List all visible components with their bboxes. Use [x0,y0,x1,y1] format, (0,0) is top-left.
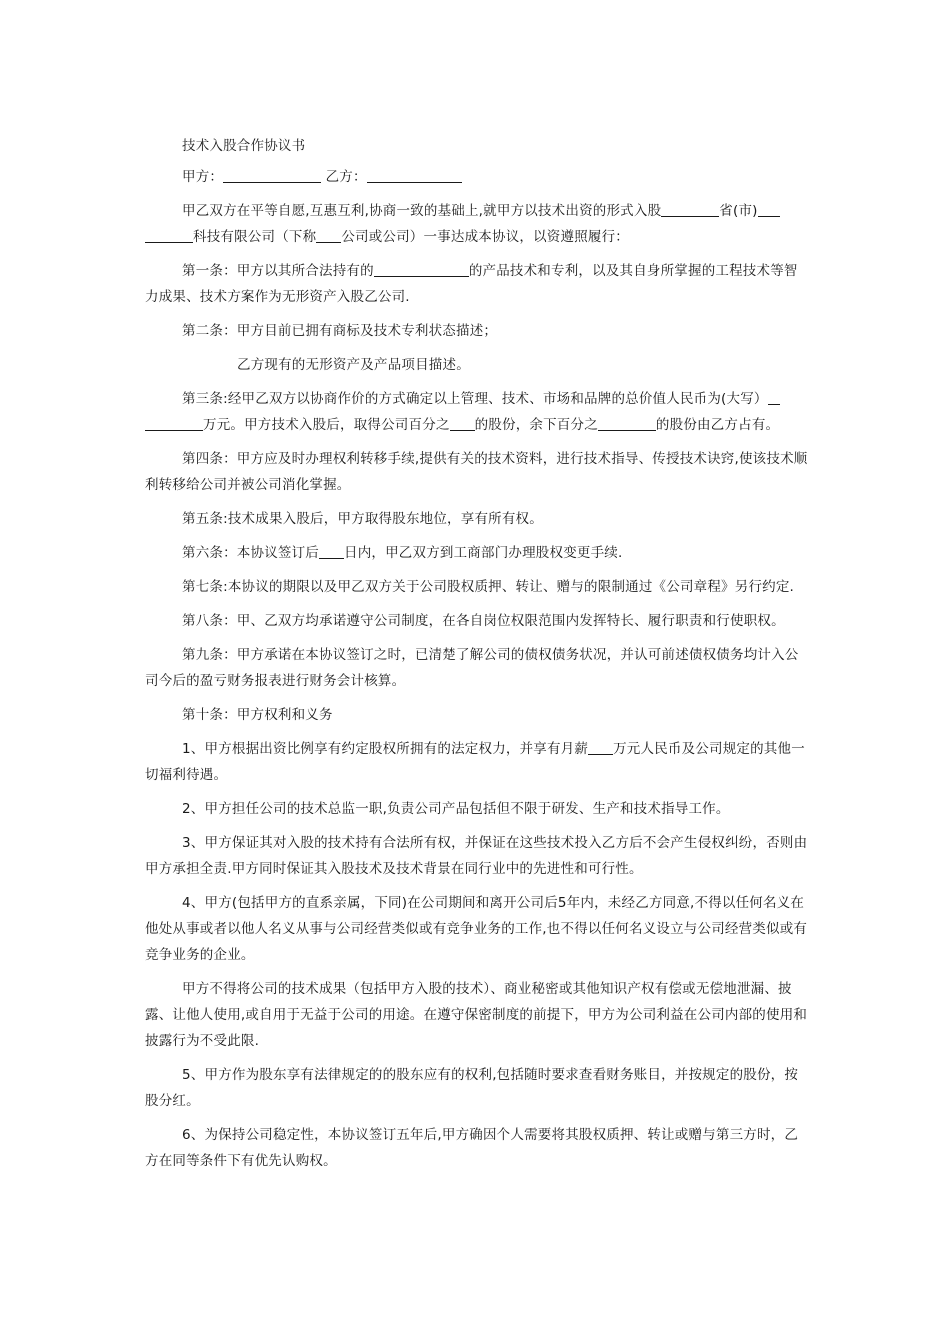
article-5-text: 第五条:技术成果入股后，甲方取得股东地位，享有所有权。 [182,511,543,527]
intro-text-2: 省(市) [719,203,758,219]
intro-text-4: 公司或公司）一事达成本协议，以资遵照履行： [341,229,630,245]
article-6-blank [319,543,344,559]
party-b-blank [367,167,462,183]
item-1-text-1: 1、甲方根据出资比例享有约定股权所拥有的法定权力，并享有月薪 [182,741,589,757]
article-3-blank-1 [768,389,780,405]
item-6-text: 6、为保持公司稳定性，本协议签订五年后,甲方确因个人需要将其股权质押、转让或赠与第三方时，乙方在同等条件下有优先认购权。 [145,1127,799,1169]
item-4-continuation-text: 甲方不得将公司的技术成果（包括甲方入股的技术）、商业秘密或其他知识产权有偿或无偿地泄漏、披露、让他人使用,或自用于无益于公司的用途。在遵守保密制度的前提下，甲方为公司利益在公司内部的使用和披露行为不受此限. [145,981,808,1049]
article-10-text: 第十条：甲方权利和义务 [182,707,333,723]
article-3-blank-3 [450,415,475,431]
item-1 [145,736,810,788]
intro-blank-4 [316,227,341,243]
article-2-text: 第二条：甲方目前已拥有商标及技术专利状态描述； [182,323,498,339]
article-6-text-2: 日内，甲乙双方到工商部门办理股权变更手续. [344,545,623,561]
article-3-text-3: 的股份，余下百分之 [474,417,598,433]
item-6 [145,1122,810,1174]
item-5 [145,1062,810,1114]
document-title-text: 技术入股合作协议书 [182,138,306,154]
article-1-blank [374,261,469,277]
article-7-text: 第七条:本协议的期限以及甲乙双方关于公司股权质押、转让、赠与的限制通过《公司章程》另行约定. [182,579,795,595]
document-page [145,133,810,1182]
item-1-blank [588,739,613,755]
item-4 [145,890,810,968]
item-2-text: 2、甲方担任公司的技术总监一职,负责公司产品包括但不限于研发、生产和技术指导工作。 [182,801,730,817]
item-3 [145,830,810,882]
intro-blank-3 [145,227,193,243]
article-1-text-1: 第一条：甲方以其所合法持有的 [182,263,374,279]
article-3 [145,386,810,438]
article-10 [145,702,810,728]
article-1 [145,258,810,310]
intro-blank-1 [661,201,719,217]
article-1-text-2: 的产品技术和专利，以及其自身所掌握的工程技术等智力成果、技术方案作为无形资产入股乙公司. [145,263,798,305]
item-4-continuation [145,976,810,1054]
document-title [145,133,810,159]
intro-blank-2 [758,201,780,217]
party-b-label: 乙方： [325,169,367,185]
article-2 [145,318,810,344]
party-a-label: 甲方： [182,169,224,185]
article-9 [145,642,810,694]
article-6 [145,540,810,566]
article-3-text-2: 万元。甲方技术入股后，取得公司百分之 [203,417,450,433]
item-5-text: 5、甲方作为股东享有法律规定的的股东应有的权利,包括随时要求查看财务账目，并按规定的股份，按股分红。 [145,1067,799,1109]
article-3-text-1: 第三条:经甲乙双方以协商作价的方式确定以上管理、技术、市场和品牌的总价值人民币为(大写） [182,391,768,407]
intro-text-1: 甲乙双方在平等自愿,互惠互利,协商一致的基础上,就甲方以技术出资的形式入股 [182,203,662,219]
article-7 [145,574,810,600]
article-4-text: 第四条：甲方应及时办理权利转移手续,提供有关的技术资料，进行技术指导、传授技术诀窍,使该技术顺利转移给公司并被公司消化掌握。 [145,451,808,493]
article-9-text: 第九条：甲方承诺在本协议签订之时，已清楚了解公司的债权债务状况，并认可前述债权债务均计入公司今后的盈亏财务报表进行财务会计核算。 [145,647,799,689]
article-3-blank-2 [145,415,203,431]
item-3-text: 3、甲方保证其对入股的技术持有合法所有权，并保证在这些技术投入乙方后不会产生侵权纠纷，否则由甲方承担全责.甲方同时保证其入股技术及技术背景在同行业中的先进性和可行性。 [145,835,808,877]
parties-line [145,164,810,190]
article-2-sub [145,352,810,378]
article-5 [145,506,810,532]
item-4-text: 4、甲方(包括甲方的直系亲属，下同)在公司期间和离开公司后5年内，未经乙方同意,不得以任何名义在他处从事或者以他人名义从事与公司经营类似或有竞争业务的工作,也不得以任何名义设立与公司经营类似或有竞争业务的企业。 [145,895,808,963]
article-3-text-4: 的股份由乙方占有。 [655,417,780,433]
article-8 [145,608,810,634]
item-1-text-2: 万元人民币及公司规定的其他一切福利待遇。 [145,741,805,783]
party-a-blank [223,167,321,183]
article-2-sub-text: 乙方现有的无形资产及产品项目描述。 [237,357,470,373]
intro-paragraph [145,198,810,250]
article-6-text-1: 第六条：本协议签订后 [182,545,319,561]
intro-text-3: 科技有限公司（下称 [193,229,317,245]
item-2 [145,796,810,822]
article-4 [145,446,810,498]
article-8-text: 第八条：甲、乙双方均承诺遵守公司制度，在各自岗位权限范围内发挥特长、履行职责和行使职权。 [182,613,785,629]
article-3-blank-4 [598,415,656,431]
